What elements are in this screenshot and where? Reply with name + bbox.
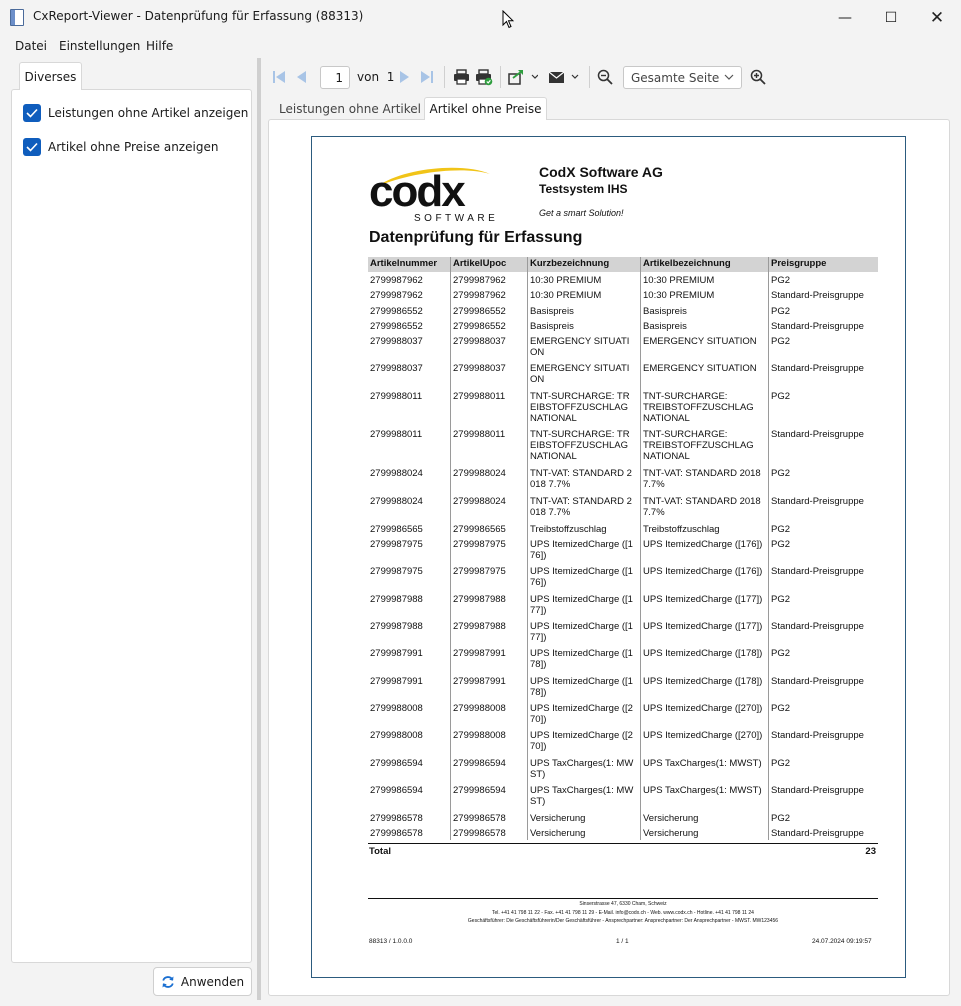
title-bar <box>0 0 961 35</box>
table-cell-pg: PG2 <box>771 648 791 659</box>
table-cell-nr: 2799988008 <box>370 703 423 714</box>
table-cell-bez: Basispreis <box>643 321 687 332</box>
col-preisgruppe: Preisgruppe <box>771 258 827 269</box>
close-button[interactable]: ✕ <box>929 7 945 28</box>
checkbox-artikel[interactable] <box>23 138 41 156</box>
table-cell-upoc: 2799987991 <box>453 676 506 687</box>
page-of-label <box>357 70 394 84</box>
table-cell-bez: TNT-SURCHARGE: TREIBSTOFFZUSCHLAG NATIONAL <box>643 429 754 462</box>
table-cell-bez: Treibstoffzuschlag <box>643 524 720 535</box>
table-cell-pg: Standard-Preisgruppe <box>771 828 864 839</box>
check-icon <box>26 108 38 118</box>
table-cell-kurz: UPS ItemizedCharge ([270]) <box>530 730 633 752</box>
footer-pages: 1 / 1 <box>616 938 629 945</box>
window-title: CxReport-Viewer - Datenprüfung für Erfassung (88313) <box>33 9 364 23</box>
zoom-mode-value: Gesamte Seite <box>631 70 720 85</box>
panel-splitter[interactable] <box>257 58 261 1000</box>
tab-diverses[interactable]: Diverses <box>19 62 82 90</box>
table-cell-bez: UPS TaxCharges(1: MWST) <box>643 758 762 769</box>
table-cell-pg: Standard-Preisgruppe <box>771 321 864 332</box>
refresh-icon <box>161 975 175 989</box>
page-number-input[interactable]: 1 <box>320 66 350 89</box>
table-cell-bez: UPS ItemizedCharge ([177]) <box>643 594 763 605</box>
option-artikel-row[interactable] <box>23 138 218 156</box>
table-cell-nr: 2799986565 <box>370 524 423 535</box>
table-cell-nr: 2799986552 <box>370 306 423 317</box>
table-cell-upoc: 2799986552 <box>453 321 506 332</box>
print-icon[interactable] <box>452 68 470 86</box>
table-cell-bez: Versicherung <box>643 828 699 839</box>
table-cell-bez: TNT-SURCHARGE: TREIBSTOFFZUSCHLAG NATIONAL <box>643 391 754 424</box>
zoom-in-icon[interactable] <box>750 68 766 86</box>
table-cell-kurz: UPS ItemizedCharge ([176]) <box>530 539 633 561</box>
table-cell-nr: 2799988024 <box>370 496 423 507</box>
table-cell-upoc: 2799986565 <box>453 524 506 535</box>
minimize-button[interactable]: — <box>838 9 852 26</box>
table-cell-pg: Standard-Preisgruppe <box>771 429 864 440</box>
table-cell-bez: UPS ItemizedCharge ([178]) <box>643 648 763 659</box>
table-cell-bez: UPS ItemizedCharge ([270]) <box>643 703 763 714</box>
table-cell-nr: 2799987962 <box>370 290 423 301</box>
check-icon <box>26 142 38 152</box>
table-cell-pg: PG2 <box>771 813 791 824</box>
slogan: Get a smart Solution! <box>539 208 624 218</box>
table-cell-bez: UPS ItemizedCharge ([178]) <box>643 676 763 687</box>
table-cell-kurz: Basispreis <box>530 306 574 317</box>
table-cell-nr: 2799987975 <box>370 539 423 550</box>
total-label: Total <box>369 846 391 857</box>
col-artikelbezeichnung: Artikelbezeichnung <box>643 258 731 269</box>
table-cell-bez: Basispreis <box>643 306 687 317</box>
page-total: 1 <box>386 70 395 84</box>
toolbar-separator <box>500 66 501 88</box>
column-divider <box>768 257 769 840</box>
table-cell-bez: TNT-VAT: STANDARD 2018 7.7% <box>643 496 761 518</box>
table-cell-kurz: UPS ItemizedCharge ([177]) <box>530 594 633 616</box>
table-cell-nr: 2799987991 <box>370 676 423 687</box>
table-cell-kurz: 10:30 PREMIUM <box>530 275 602 286</box>
table-cell-pg: PG2 <box>771 336 791 347</box>
column-divider <box>450 257 451 840</box>
toolbar-separator <box>444 66 445 88</box>
checkbox-leistungen[interactable] <box>23 104 41 122</box>
table-cell-kurz: UPS ItemizedCharge ([176]) <box>530 566 633 588</box>
email-icon[interactable] <box>548 68 582 86</box>
table-cell-nr: 2799987975 <box>370 566 423 577</box>
table-cell-nr: 2799988011 <box>370 429 423 440</box>
table-cell-nr: 2799988008 <box>370 730 423 741</box>
table-cell-upoc: 2799987988 <box>453 621 506 632</box>
table-cell-kurz: EMERGENCY SITUATION <box>530 336 630 358</box>
table-cell-upoc: 2799987962 <box>453 290 506 301</box>
table-cell-upoc: 2799988037 <box>453 336 506 347</box>
codx-logo <box>368 164 514 222</box>
table-cell-pg: Standard-Preisgruppe <box>771 730 864 741</box>
report-title: Datenprüfung für Erfassung <box>369 229 583 246</box>
table-cell-nr: 2799986594 <box>370 785 423 796</box>
table-cell-upoc: 2799988011 <box>453 391 506 402</box>
table-cell-pg: Standard-Preisgruppe <box>771 676 864 687</box>
table-cell-pg: Standard-Preisgruppe <box>771 621 864 632</box>
footer-version: 88313 / 1.0.0.0 <box>369 938 413 945</box>
menu-hilfe[interactable]: Hilfe <box>146 39 174 53</box>
table-cell-pg: PG2 <box>771 275 791 286</box>
table-cell-kurz: UPS ItemizedCharge ([178]) <box>530 676 633 698</box>
table-cell-upoc: 2799988011 <box>453 429 506 440</box>
table-cell-nr: 2799986578 <box>370 813 423 824</box>
table-cell-kurz: UPS TaxCharges(1: MWST) <box>530 785 634 807</box>
table-cell-kurz: UPS ItemizedCharge ([178]) <box>530 648 633 670</box>
toolbar-separator <box>589 66 590 88</box>
option-leistungen-row[interactable] <box>23 104 248 122</box>
tab-artikel-ohne-preise[interactable]: Artikel ohne Preise <box>424 97 547 120</box>
table-cell-nr: 2799988037 <box>370 336 423 347</box>
col-kurzbezeichnung: Kurzbezeichnung <box>530 258 610 269</box>
system-name: Testsystem IHS <box>539 182 628 196</box>
table-cell-nr: 2799988024 <box>370 468 423 479</box>
table-cell-nr: 2799987988 <box>370 621 423 632</box>
table-cell-pg: Standard-Preisgruppe <box>771 785 864 796</box>
table-cell-kurz: TNT-VAT: STANDARD 2018 7.7% <box>530 468 632 490</box>
table-cell-kurz: EMERGENCY SITUATION <box>530 363 630 385</box>
chevron-down-icon <box>723 71 735 83</box>
app-icon <box>10 9 24 26</box>
table-cell-kurz: TNT-VAT: STANDARD 2018 7.7% <box>530 496 632 518</box>
table-cell-nr: 2799987991 <box>370 648 423 659</box>
table-cell-nr: 2799986594 <box>370 758 423 769</box>
zoom-out-icon[interactable] <box>597 68 613 86</box>
table-cell-upoc: 2799988008 <box>453 703 506 714</box>
table-cell-pg: PG2 <box>771 703 791 714</box>
table-cell-kurz: Versicherung <box>530 828 586 839</box>
table-cell-pg: PG2 <box>771 539 791 550</box>
table-cell-bez: UPS TaxCharges(1: MWST) <box>643 785 762 796</box>
col-artikelnummer: Artikelnummer <box>370 258 438 269</box>
table-cell-pg: PG2 <box>771 468 791 479</box>
table-cell-pg: PG2 <box>771 306 791 317</box>
company-name: CodX Software AG <box>539 164 663 180</box>
table-cell-bez: EMERGENCY SITUATION <box>643 336 757 347</box>
option-artikel-label: Artikel ohne Preise anzeigen <box>48 140 219 154</box>
table-cell-pg: PG2 <box>771 391 791 402</box>
table-cell-kurz: Basispreis <box>530 321 574 332</box>
table-cell-nr: 2799988037 <box>370 363 423 374</box>
of-label: von <box>357 70 380 84</box>
table-cell-bez: EMERGENCY SITUATION <box>643 363 757 374</box>
table-cell-upoc: 2799988037 <box>453 363 506 374</box>
table-cell-bez: 10:30 PREMIUM <box>643 275 715 286</box>
option-leistungen-label: Leistungen ohne Artikel anzeigen <box>48 106 249 120</box>
table-cell-bez: UPS ItemizedCharge ([176]) <box>643 566 763 577</box>
table-cell-bez: TNT-VAT: STANDARD 2018 7.7% <box>643 468 761 490</box>
table-cell-nr: 2799986578 <box>370 828 423 839</box>
table-cell-kurz: TNT-SURCHARGE: TREIBSTOFFZUSCHLAG NATIONAL <box>530 429 630 462</box>
table-cell-bez: 10:30 PREMIUM <box>643 290 715 301</box>
table-cell-upoc: 2799986578 <box>453 828 506 839</box>
last-page-icon[interactable] <box>420 68 434 86</box>
footer-address: Sinserstrasse 47, 6330 Cham, Schweiz <box>579 901 667 907</box>
next-page-icon[interactable] <box>399 68 411 86</box>
logo-subtitle: SOFTWARE <box>414 213 499 222</box>
table-cell-pg: Standard-Preisgruppe <box>771 496 864 507</box>
table-cell-upoc: 2799988024 <box>453 468 506 479</box>
footer-divider <box>368 898 878 899</box>
table-cell-kurz: Treibstoffzuschlag <box>530 524 607 535</box>
table-cell-upoc: 2799986594 <box>453 758 506 769</box>
column-divider <box>527 257 528 840</box>
menu-bar <box>0 36 961 58</box>
table-cell-bez: UPS ItemizedCharge ([177]) <box>643 621 763 632</box>
table-cell-bez: UPS ItemizedCharge ([176]) <box>643 539 763 550</box>
table-cell-kurz: TNT-SURCHARGE: TREIBSTOFFZUSCHLAG NATIONAL <box>530 391 630 424</box>
zoom-mode-select[interactable] <box>623 66 742 89</box>
table-cell-pg: Standard-Preisgruppe <box>771 566 864 577</box>
table-cell-bez: UPS ItemizedCharge ([270]) <box>643 730 763 741</box>
previous-page-icon[interactable] <box>295 68 307 86</box>
total-value: 23 <box>865 846 876 857</box>
footer-datetime: 24.07.2024 09:19:57 <box>812 938 872 945</box>
menu-einstellungen[interactable]: Einstellungen <box>59 39 141 53</box>
table-cell-kurz: Versicherung <box>530 813 586 824</box>
table-cell-pg: PG2 <box>771 758 791 769</box>
table-cell-pg: Standard-Preisgruppe <box>771 363 864 374</box>
table-cell-nr: 2799987988 <box>370 594 423 605</box>
options-panel <box>11 89 252 963</box>
table-cell-upoc: 2799986552 <box>453 306 506 317</box>
table-cell-upoc: 2799986594 <box>453 785 506 796</box>
export-icon[interactable] <box>508 68 538 86</box>
table-cell-upoc: 2799986578 <box>453 813 506 824</box>
table-cell-kurz: UPS ItemizedCharge ([270]) <box>530 703 633 725</box>
total-divider <box>368 843 878 844</box>
table-cell-kurz: UPS TaxCharges(1: MWST) <box>530 758 634 780</box>
table-cell-upoc: 2799988024 <box>453 496 506 507</box>
column-divider <box>640 257 641 840</box>
apply-button[interactable] <box>153 967 252 996</box>
logo-wordmark: codx <box>369 167 464 216</box>
maximize-button[interactable]: ☐ <box>884 9 898 26</box>
apply-label: Anwenden <box>180 974 245 989</box>
table-cell-pg: PG2 <box>771 594 791 605</box>
table-cell-bez: Versicherung <box>643 813 699 824</box>
table-cell-upoc: 2799987975 <box>453 566 506 577</box>
table-cell-pg: PG2 <box>771 524 791 535</box>
table-cell-upoc: 2799987991 <box>453 648 506 659</box>
footer-contact: Tel. +41 41 798 11 22 - Fax. +41 41 798 11 29 - E-Mail. info@codx.ch - Web. www.codx.ch - Hotline. +41 41 798 11 24 <box>492 910 754 916</box>
table-cell-nr: 2799987962 <box>370 275 423 286</box>
table-cell-pg: Standard-Preisgruppe <box>771 290 864 301</box>
col-artikelupoc: ArtikelUpoc <box>453 258 507 269</box>
menu-datei[interactable]: Datei <box>15 39 48 53</box>
table-cell-kurz: UPS ItemizedCharge ([177]) <box>530 621 633 643</box>
table-cell-upoc: 2799987975 <box>453 539 506 550</box>
table-cell-upoc: 2799987962 <box>453 275 506 286</box>
quick-print-icon[interactable] <box>475 68 493 86</box>
table-cell-upoc: 2799987988 <box>453 594 506 605</box>
tab-leistungen-ohne-artikel[interactable]: Leistungen ohne Artikel <box>279 101 421 116</box>
first-page-icon[interactable] <box>272 68 286 86</box>
table-cell-nr: 2799986552 <box>370 321 423 332</box>
table-cell-nr: 2799988011 <box>370 391 423 402</box>
table-cell-kurz: 10:30 PREMIUM <box>530 290 602 301</box>
footer-management: Geschäftsführer: Die Geschäftsführerin/Der Geschäftsführer - Ansprechpartner: Ansprechpartner: Der Ansprechpartner - MWST. MW123456 <box>467 918 779 924</box>
table-cell-upoc: 2799988008 <box>453 730 506 741</box>
